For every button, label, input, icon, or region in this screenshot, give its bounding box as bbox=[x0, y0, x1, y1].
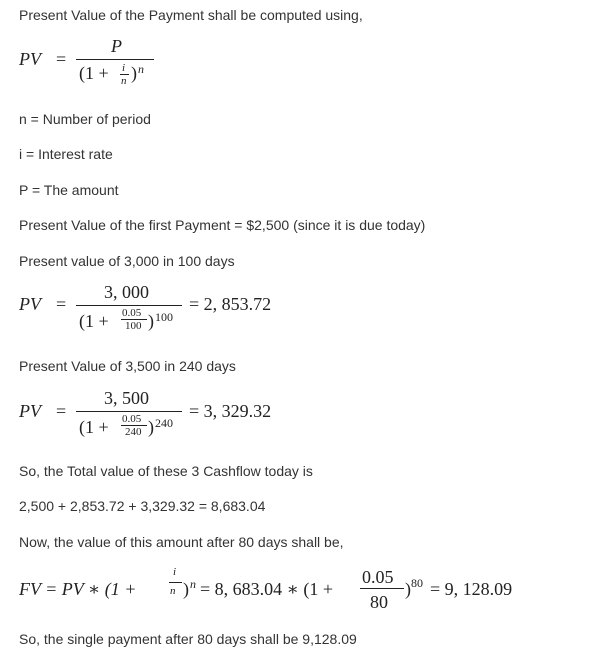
fraction-bar bbox=[360, 588, 404, 589]
fv-exponent: n bbox=[190, 577, 196, 591]
formula-den-open: (1 + bbox=[79, 63, 109, 83]
equals-sign: = bbox=[56, 49, 67, 69]
eq3-days: 240 bbox=[125, 426, 142, 438]
fv-i: i bbox=[173, 566, 177, 578]
formula-den-n: n bbox=[121, 75, 127, 87]
total-label: So, the Total value of these 3 Cashflow today is bbox=[19, 463, 313, 479]
formula-exponent: n bbox=[138, 62, 144, 76]
equals-sign: = bbox=[56, 294, 67, 314]
i-definition: i = Interest rate bbox=[19, 146, 113, 162]
eq2-rate: 0.05 bbox=[122, 307, 142, 319]
fv-rate: 0.05 bbox=[362, 567, 394, 587]
fv-exponent2: 80 bbox=[411, 576, 423, 590]
equals-sign: = bbox=[56, 401, 67, 421]
eq2-den-open: (1 + bbox=[79, 311, 109, 331]
eq3-result: = 3, 329.32 bbox=[189, 401, 272, 421]
eq3-numerator: 3, 500 bbox=[104, 388, 149, 408]
p-definition: P = The amount bbox=[19, 182, 119, 198]
formula-den-i: i bbox=[122, 62, 126, 74]
fv-n: n bbox=[170, 585, 176, 597]
intro-text: Present Value of the Payment shall be computed using, bbox=[19, 7, 363, 23]
conclusion-text: So, the single payment after 80 days shall be 9,128.09 bbox=[19, 631, 357, 647]
pv-3500-label: Present Value of 3,500 in 240 days bbox=[19, 358, 236, 374]
small-fraction-bar bbox=[169, 582, 182, 583]
eq2-den-close: ) bbox=[148, 311, 154, 331]
fv-close2: ) bbox=[405, 579, 411, 599]
eq2-exponent: 100 bbox=[155, 310, 173, 324]
fv-close: ) bbox=[183, 579, 189, 599]
fv-lhs: FV = PV ∗ (1 + bbox=[19, 579, 137, 599]
fv-days: 80 bbox=[370, 592, 388, 612]
pv-3000-label: Present value of 3,000 in 100 days bbox=[19, 253, 235, 269]
eq3-den-close: ) bbox=[148, 417, 154, 437]
fv-middle: = 8, 683.04 ∗ (1 + bbox=[200, 579, 334, 599]
eq2-days: 100 bbox=[125, 320, 142, 332]
total-sum: 2,500 + 2,853.72 + 3,329.32 = 8,683.04 bbox=[19, 498, 266, 514]
eq3-den-open: (1 + bbox=[79, 417, 109, 437]
formula-den-close: ) bbox=[131, 63, 137, 83]
pv-lhs: PV bbox=[19, 401, 41, 421]
eq3-rate: 0.05 bbox=[122, 413, 142, 425]
pv-lhs: PV bbox=[19, 294, 41, 314]
pv-lhs: PV bbox=[19, 49, 41, 69]
eq2-numerator: 3, 000 bbox=[104, 282, 149, 302]
first-payment-text: Present Value of the first Payment = $2,500 (since it is due today) bbox=[19, 217, 426, 233]
fv-result: = 9, 128.09 bbox=[430, 579, 513, 599]
formula-numerator: P bbox=[111, 36, 122, 56]
eq2-result: = 2, 853.72 bbox=[189, 294, 272, 314]
after-label: Now, the value of this amount after 80 days shall be, bbox=[19, 534, 344, 550]
eq3-exponent: 240 bbox=[155, 416, 173, 430]
n-definition: n = Number of period bbox=[19, 111, 151, 127]
